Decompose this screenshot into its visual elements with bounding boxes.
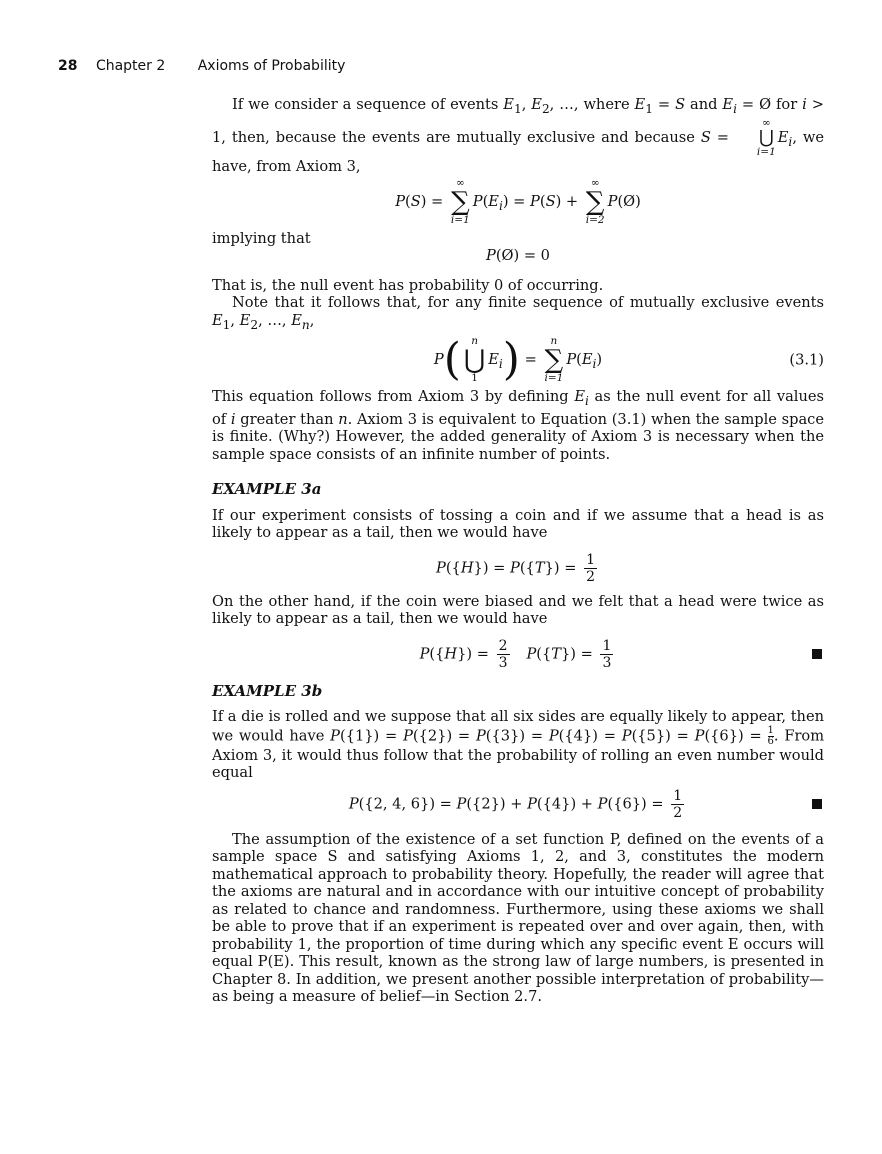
chapter-label: Chapter 2 xyxy=(95,58,166,74)
equation-fair-coin: P({H}) = P({T}) = $\frac{1}{2}$ xyxy=(436,551,595,585)
text-null-event: That is, the null event has probability 0 of occurring. xyxy=(212,276,604,294)
end-of-example-marker xyxy=(812,649,822,659)
example-3b-text: If a die is rolled and we suppose that all six sides are equally likely to appear, then we would have P({1}) = P({2}) = P({3}) = P({4}) = P({5}) = P({6}) = $\frac{1}{6}$ . From Axiom 3, it would thus follow that the probability of rolling an even number would equal xyxy=(212,708,825,782)
equation-number: (3.1) xyxy=(789,351,824,369)
chapter-title: Axioms of Probability xyxy=(197,58,346,74)
example-3a-heading: EXAMPLE 3a xyxy=(212,480,322,499)
equation-axiom3-sum: P(S) = ∞ ∑ i=1 $P(E_i) = P(S)$ + ∞ ∑ i=2 P(Ø) xyxy=(395,176,641,226)
equation-3-1: P( n ⋃ 1 $E_i$) = n ∑ i=1 $P(E_i)$ (3.1) xyxy=(433,334,824,386)
equation-biased-coin: P({H}) = $\frac{2}{3}$ P({T}) = $\frac{1}{3}$ xyxy=(212,638,824,671)
example-3a-text: If our experiment consists of tossing a coin and if we assume that a head is as likely to appear as a tail, then we would have xyxy=(212,506,824,542)
equation-even-die: P({2, 4, 6}) = P({2}) + P({4}) + P({6}) = $\frac{1}{2}$ xyxy=(212,788,824,821)
running-header xyxy=(58,58,345,74)
example-3b-heading: EXAMPLE 3b xyxy=(212,681,323,700)
page-number: 28 xyxy=(58,58,78,74)
equation-null-probability: P(Ø) = 0 xyxy=(486,247,550,265)
paragraph-finite-sequence: Note that it follows that, for any finite sequence of mutually exclusive events $E_1$, $E_2$, …, $E_n$, xyxy=(212,294,824,332)
paragraph-sequence: If we consider a sequence of events $E_1$, $E_2$, …, where $E_1 = S$ and $E_i$ = Ø for i > 1, then, because the events are mutually exclusive and because S = ∞ ⋃ i=1 $E_i$, we have, from Axiom 3, xyxy=(212,96,825,176)
paragraph-set-function: The assumption of the existence of a set function P, defined on the events of a sample space S and satisfying Axioms 1, 2, and 3, constitutes the modern mathematical approach to probability theory. Hopefully, the reader will agree that the axioms are natural and in accordance with our intuitive concept of probability as related to chance and randomness. Furthermore, using these axioms we shall be able to prove that if an experiment is repeated over and over again, then, with probability 1, the proportion of time during which any specific event E occurs will equal P(E). This result, known as the strong law of large numbers, is presented in Chapter 8. In addition, we present another possible interpretation of probability—as being a measure of belief—in Section 2.7. xyxy=(212,830,824,1006)
page-body xyxy=(212,96,824,1006)
end-of-example-marker xyxy=(812,799,822,809)
paragraph-axiom3-equivalence: This equation follows from Axiom 3 by defining $E_i$ as the null event for all values of i greater than n. Axiom 3 is equivalent to Equation (3.1) when the sample space is finite. (Why?) However, the added generality of Axiom 3 is necessary when the sample space consists of an infinite number of points. xyxy=(212,388,824,463)
text-implying: implying that xyxy=(212,229,311,247)
example-3a-text2: On the other hand, if the coin were biased and we felt that a head were twice as likely to appear as a tail, then we would have xyxy=(212,592,824,628)
